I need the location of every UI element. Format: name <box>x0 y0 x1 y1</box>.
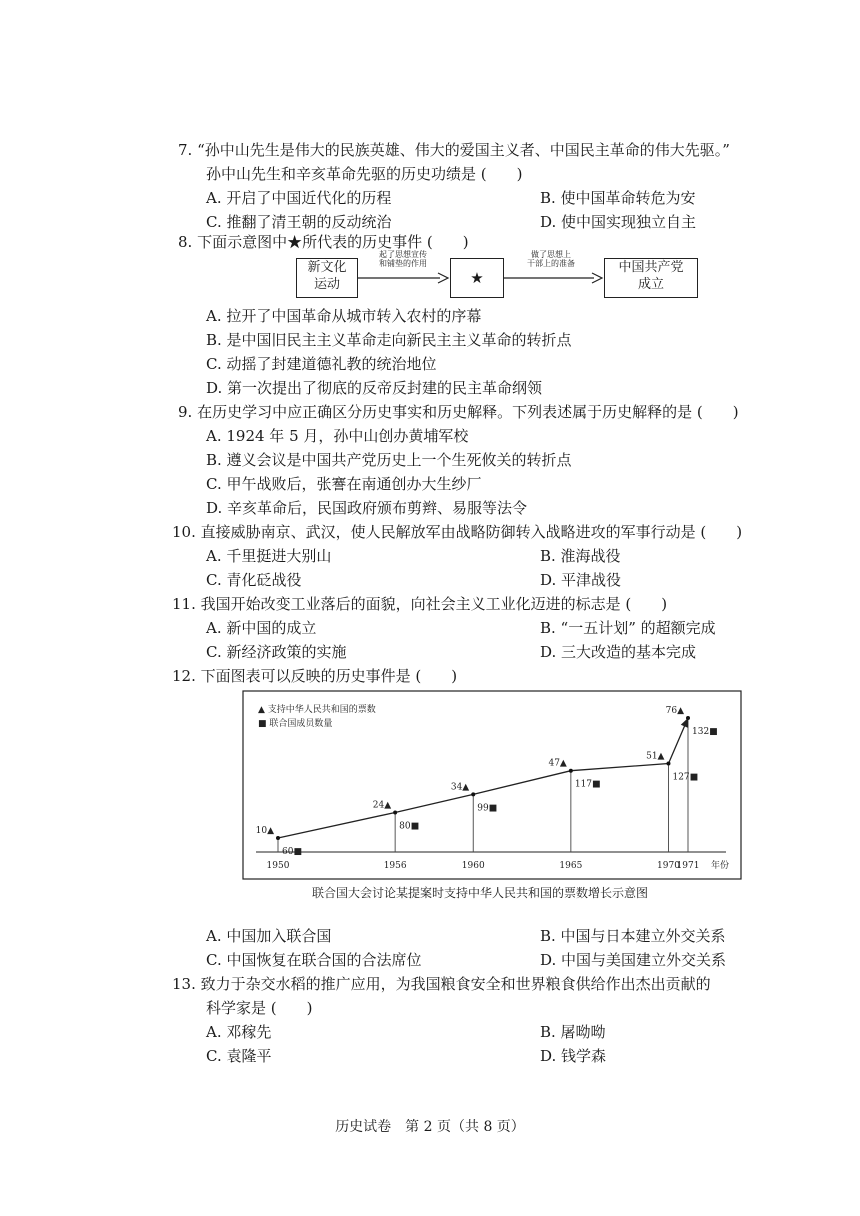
flow-box-new-culture-line1: 新文化 <box>307 260 347 275</box>
question-11-option-b[interactable]: B. “一五计划” 的超额完成 <box>540 619 716 637</box>
x-tick-1956: 1956 <box>383 861 407 871</box>
question-7-option-a[interactable]: A. 开启了中国近代化的历程 <box>206 189 392 207</box>
question-8-stem: 8. 下面示意图中★所代表的历史事件 ( ) <box>178 233 469 251</box>
question-9-option-c[interactable]: C. 甲午战败后，张謇在南通创办大生纱厂 <box>206 475 482 493</box>
x-tick-1965: 1965 <box>559 861 583 871</box>
question-7-stem-line1: 7. “孙中山先生是伟大的民族英雄、伟大的爱国主义者、中国民主革命的伟大先驱。” <box>178 141 730 159</box>
flow-box-cpc-line2: 成立 <box>637 277 664 292</box>
question-11 <box>172 592 812 664</box>
flow-box-cpc-line1: 中国共产党 <box>618 260 684 275</box>
question-12-options <box>172 924 812 972</box>
question-12-option-a[interactable]: A. 中国加入联合国 <box>206 927 332 945</box>
votes-point-1960 <box>471 792 475 796</box>
members-label-1950: 60■ <box>282 847 302 857</box>
question-12-option-d[interactable]: D. 中国与美国建立外交关系 <box>540 951 727 969</box>
un-votes-chart-svg <box>242 690 742 880</box>
un-votes-chart <box>242 690 742 880</box>
question-10-option-c[interactable]: C. 青化砭战役 <box>206 571 302 589</box>
question-12-option-c[interactable]: C. 中国恢复在联合国的合法席位 <box>206 951 422 969</box>
question-7-option-d[interactable]: D. 使中国实现独立自主 <box>540 213 697 231</box>
flow-arrow2 <box>504 272 604 284</box>
x-tick-1970: 1970 <box>657 861 680 871</box>
x-tick-1950: 1950 <box>266 861 290 871</box>
question-13-option-b[interactable]: B. 屠呦呦 <box>540 1023 606 1041</box>
question-13-option-c[interactable]: C. 袁隆平 <box>206 1047 272 1065</box>
question-12 <box>172 664 812 688</box>
question-8-options <box>178 304 818 400</box>
question-9-option-a[interactable]: A. 1924 年 5 月，孙中山创办黄埔军校 <box>206 427 469 445</box>
members-label-1956: 80■ <box>399 821 420 832</box>
votes-point-1970 <box>666 761 670 765</box>
votes-label-1965: 47▲ <box>548 758 567 769</box>
votes-label-1956: 24▲ <box>372 800 392 811</box>
question-10-option-d[interactable]: D. 平津战役 <box>540 571 622 589</box>
x-tick-1960: 1960 <box>461 861 485 871</box>
question-13-option-a[interactable]: A. 邓稼先 <box>206 1023 272 1041</box>
votes-label-1960: 34▲ <box>450 782 470 793</box>
question-8-option-b[interactable]: B. 是中国旧民主主义革命走向新民主主义革命的转折点 <box>206 331 572 349</box>
question-7-option-b[interactable]: B. 使中国革命转危为安 <box>540 189 696 207</box>
question-8-option-a[interactable]: A. 拉开了中国革命从城市转入农村的序幕 <box>206 307 482 325</box>
flow-box-cpc-founding <box>604 258 698 298</box>
flow-arrow2-label-line2: 干部上的准备 <box>527 259 575 268</box>
x-axis-label: 年份 <box>710 861 730 871</box>
votes-label-1971: 76▲ <box>665 706 684 716</box>
question-11-option-d[interactable]: D. 三大改造的基本完成 <box>540 643 697 661</box>
chart-caption: 联合国大会讨论某提案时支持中华人民共和国的票数增长示意图 <box>311 886 648 900</box>
question-13 <box>172 972 812 1068</box>
page-footer: 历史试卷 第 2 页（共 8 页） <box>335 1119 525 1135</box>
votes-point-1965 <box>569 769 573 773</box>
question-9-option-b[interactable]: B. 遵义会议是中国共产党历史上一个生死攸关的转折点 <box>206 451 572 469</box>
question-9 <box>178 400 818 520</box>
question-12-stem: 12. 下面图表可以反映的历史事件是 ( ) <box>172 667 458 685</box>
question-11-stem: 11. 我国开始改变工业落后的面貌，向社会主义工业化迈进的标志是 ( ) <box>172 595 668 613</box>
question-10-stem: 10. 直接威胁南京、武汉，使人民解放军由战略防御转入战略进攻的军事行动是 ( ) <box>172 523 743 541</box>
flow-arrow2-label <box>508 250 594 268</box>
members-label-1971: 132■ <box>692 727 718 737</box>
flow-arrow1 <box>358 272 450 284</box>
question-7-stem-line2: 孙中山先生和辛亥革命先驱的历史功绩是 ( ) <box>206 165 523 183</box>
question-7 <box>178 138 818 234</box>
legend-item-1: ▲ 支持中华人民共和国的票数 <box>258 705 376 715</box>
star-icon: ★ <box>470 269 484 287</box>
question-12-option-b[interactable]: B. 中国与日本建立外交关系 <box>540 927 726 945</box>
question-8-option-c[interactable]: C. 动摇了封建道德礼教的统治地位 <box>206 355 437 373</box>
question-13-stem-line1: 13. 致力于杂交水稻的推广应用，为我国粮食安全和世界粮食供给作出杰出贡献的 <box>172 975 711 993</box>
votes-point-1950 <box>276 836 280 840</box>
flow-arrow1-label <box>360 250 446 268</box>
votes-label-1950: 10▲ <box>255 826 274 836</box>
question-10-option-b[interactable]: B. 淮海战役 <box>540 547 621 565</box>
flow-arrow2-label-line1: 做了思想上 <box>531 250 571 259</box>
question-11-option-a[interactable]: A. 新中国的成立 <box>206 619 317 637</box>
members-label-1965: 117■ <box>574 779 601 790</box>
question-7-option-c[interactable]: C. 推翻了清王朝的反动统治 <box>206 213 392 231</box>
flow-box-new-culture-line2: 运动 <box>313 277 340 292</box>
question-8-option-d[interactable]: D. 第一次提出了彻底的反帝反封建的民主革命纲领 <box>206 379 543 397</box>
legend-item-2: ■ 联合国成员数量 <box>258 719 333 729</box>
votes-point-1971 <box>686 716 690 720</box>
question-8-flow-diagram <box>296 250 696 302</box>
flow-arrow1-label-line1: 起了思想宣传 <box>379 250 427 259</box>
flow-box-star <box>450 258 504 298</box>
x-tick-1971: 1971 <box>676 861 700 871</box>
members-label-1960: 99■ <box>477 803 498 814</box>
question-11-option-c[interactable]: C. 新经济政策的实施 <box>206 643 347 661</box>
question-10 <box>172 520 812 592</box>
votes-point-1956 <box>393 811 397 815</box>
question-13-option-d[interactable]: D. 钱学森 <box>540 1047 607 1065</box>
votes-label-1970: 51▲ <box>646 751 665 762</box>
question-13-stem-line2: 科学家是 ( ) <box>206 999 313 1017</box>
members-label-1970: 127■ <box>672 772 699 783</box>
question-9-stem: 9. 在历史学习中应正确区分历史事实和历史解释。下列表述属于历史解释的是 ( ) <box>178 403 739 421</box>
question-10-option-a[interactable]: A. 千里挺进大别山 <box>206 547 332 565</box>
flow-arrow1-label-line2: 和铺垫的作用 <box>379 259 427 268</box>
question-9-option-d[interactable]: D. 辛亥革命后，民国政府颁布剪辫、易服等法令 <box>206 499 528 517</box>
flow-box-new-culture <box>296 258 358 298</box>
